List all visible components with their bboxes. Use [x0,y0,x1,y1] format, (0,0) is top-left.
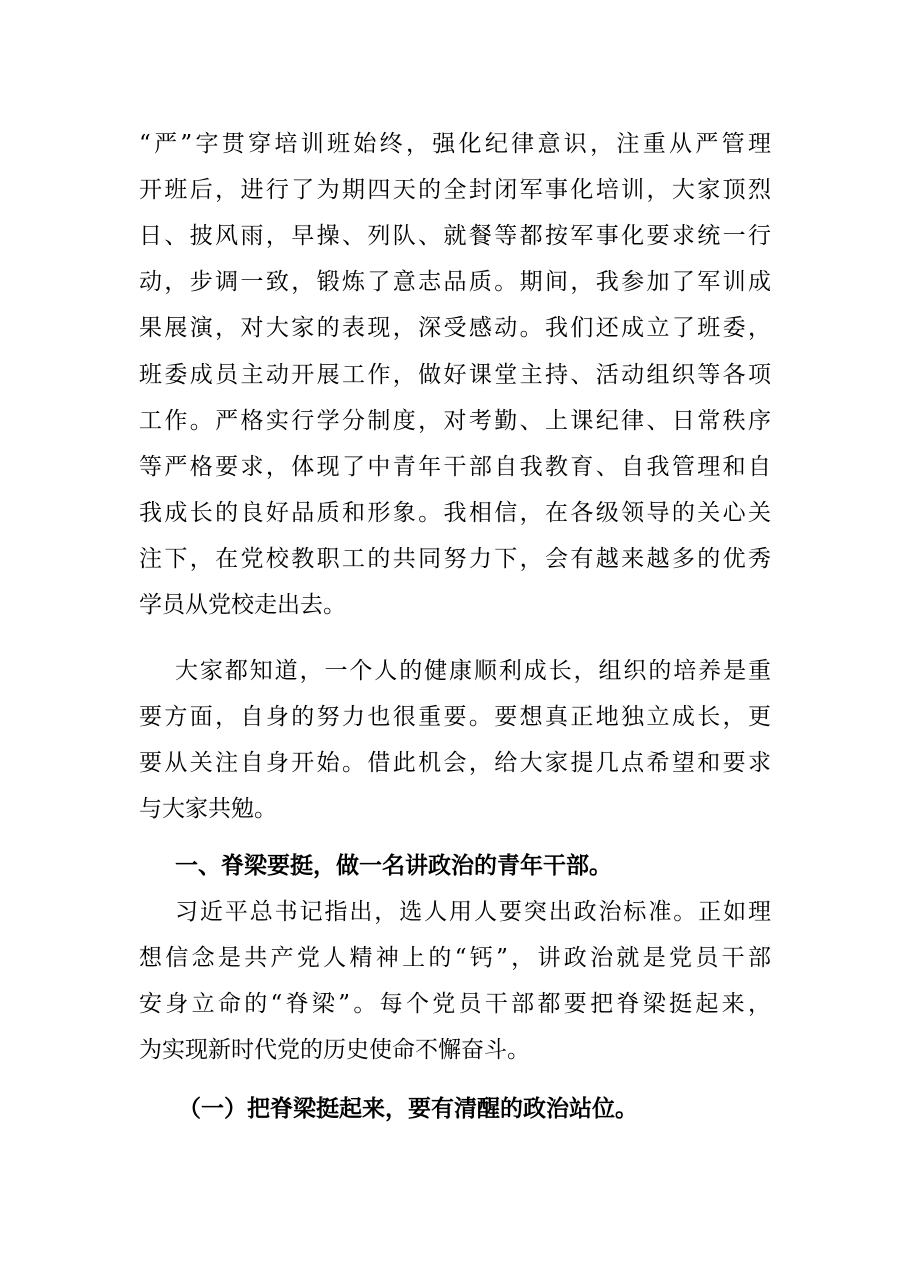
paragraph-3-line: 为实现新时代党的历史使命不懈奋斗。 [139,1037,530,1063]
paragraph-2-line: 要从关注自身开始。借此机会，给大家提几点希望和要求 [139,750,771,776]
paragraph-1-line: 日、披风雨，早操、列队、就餐等都按军事化要求统一行 [139,223,771,249]
paragraph-1-line: “严”字贯穿培训班始终，强化纪律意识，注重从严管理 [139,131,771,157]
paragraph-1-line: 我成长的良好品质和形象。我相信，在各级领导的关心关 [139,500,771,526]
paragraph-1-line: 开班后，进行了为期四天的全封闭军事化培训，大家顶烈 [139,177,771,203]
paragraph-1-line: 动，步调一致，锻炼了意志品质。期间，我参加了军训成 [139,269,771,295]
paragraph-3-line: 想信念是共产党人精神上的“钙”，讲政治就是党员干部 [139,945,771,971]
paragraph-1-line: 等严格要求，体现了中青年干部自我教育、自我管理和自 [139,454,771,480]
section-subheading: （一）把脊梁挺起来，要有清醒的政治站位。 [178,1096,638,1122]
paragraph-3-line: 习近平总书记指出，选人用人要突出政治标准。正如理 [175,899,771,925]
paragraph-2-line: 与大家共勉。 [139,796,277,822]
paragraph-1-line: 工作。严格实行学分制度，对考勤、上课纪律、日常秩序 [139,408,771,434]
paragraph-1-line: 果展演，对大家的表现，深受感动。我们还成立了班委， [139,315,771,341]
paragraph-1-line: 班委成员主动开展工作，做好课堂主持、活动组织等各项 [139,362,771,388]
paragraph-2-line: 要方面，自身的努力也很重要。要想真正地独立成长，更 [139,704,771,730]
paragraph-2-line: 大家都知道，一个人的健康顺利成长，组织的培养是重 [175,658,771,684]
paragraph-1-line: 学员从党校走出去。 [139,592,346,618]
paragraph-3-line: 安身立命的“脊梁”。每个党员干部都要把脊梁挺起来， [139,991,771,1017]
section-heading: 一、脊梁要挺，做一名讲政治的青年干部。 [175,853,612,879]
paragraph-1-line: 注下，在党校教职工的共同努力下，会有越来越多的优秀 [139,546,771,572]
